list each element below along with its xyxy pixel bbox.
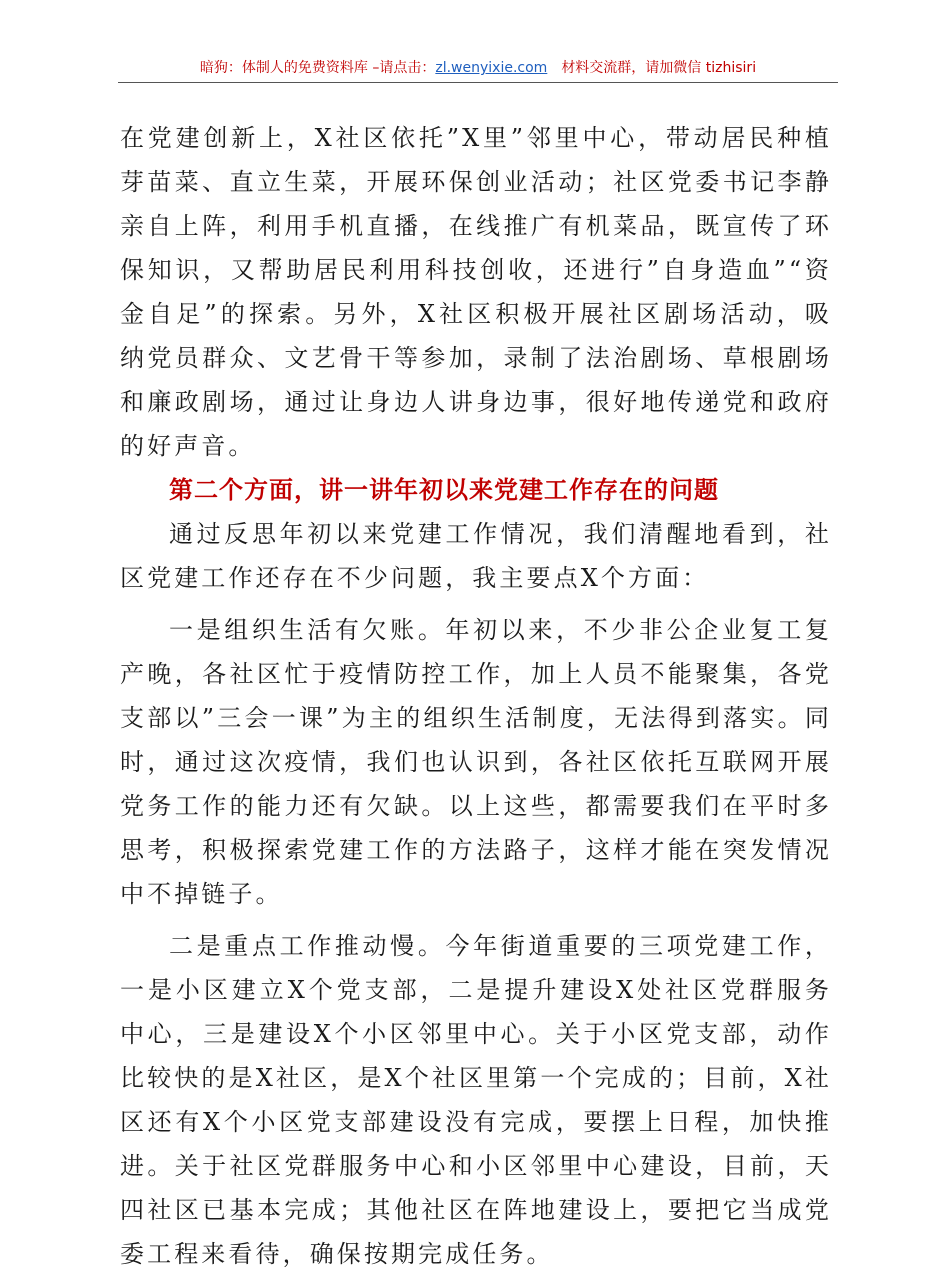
section-heading: 第二个方面，讲一讲年初以来党建工作存在的问题 xyxy=(169,476,719,504)
paragraph-1: 在党建创新上，X社区依托”X里”邻里中心，带动居民种植芽苗菜、直立生菜，开展环保创业活动；社区党委书记李静亲自上阵，利用手机直播，在线推广有机菜品，既宣传了环保知识，又帮助居民利用科技创收，还进行”自身造血”“资金自足”的探索。另外，X社区积极开展社区剧场活动，吸纳党员群众、文艺骨干等参加，录制了法治剧场、草根剧场和廉政剧场，通过让身边人讲身边事，很好地传递党和政府的好声音。 xyxy=(120,124,832,460)
paragraph-3: 一是组织生活有欠账。年初以来，不少非公企业复工复产晚，各社区忙于疫情防控工作，加上人员不能聚集，各党支部以”三会一课”为主的组织生活制度，无法得到落实。同时，通过这次疫情，我们也认识到，各社区依托互联网开展党务工作的能力还有欠缺。以上这些，都需要我们在平时多思考，积极探索党建工作的方法路子，这样才能在突发情况中不掉链子。 xyxy=(120,616,832,908)
document-body xyxy=(120,116,832,1276)
paragraph-4: 二是重点工作推动慢。今年街道重要的三项党建工作，一是小区建立X个党支部，二是提升建设X处社区党群服务中心，三是建设X个小区邻里中心。关于小区党支部，动作比较快的是X社区，是X个社区里第一个完成的；目前，X社区还有X个小区党支部建设没有完成，要摆上日程，加快推进。关于社区党群服务中心和小区邻里中心建设，目前，天四社区已基本完成；其他社区在阵地建设上，要把它当成党委工程来看待，确保按期完成任务。 xyxy=(120,932,832,1268)
header-link[interactable]: zl.wenyixie.com xyxy=(435,60,548,76)
header-contact: 材料交流群，请加微信 tizhisiri xyxy=(561,60,757,76)
header-brand: 暗狗：体制人的免费资料库 xyxy=(199,60,368,76)
header-prompt: –请点击： xyxy=(367,60,436,76)
paragraph-2: 通过反思年初以来党建工作情况，我们清醒地看到，社区党建工作还存在不少问题，我主要点X个方面： xyxy=(120,520,832,592)
page-header xyxy=(118,58,838,83)
